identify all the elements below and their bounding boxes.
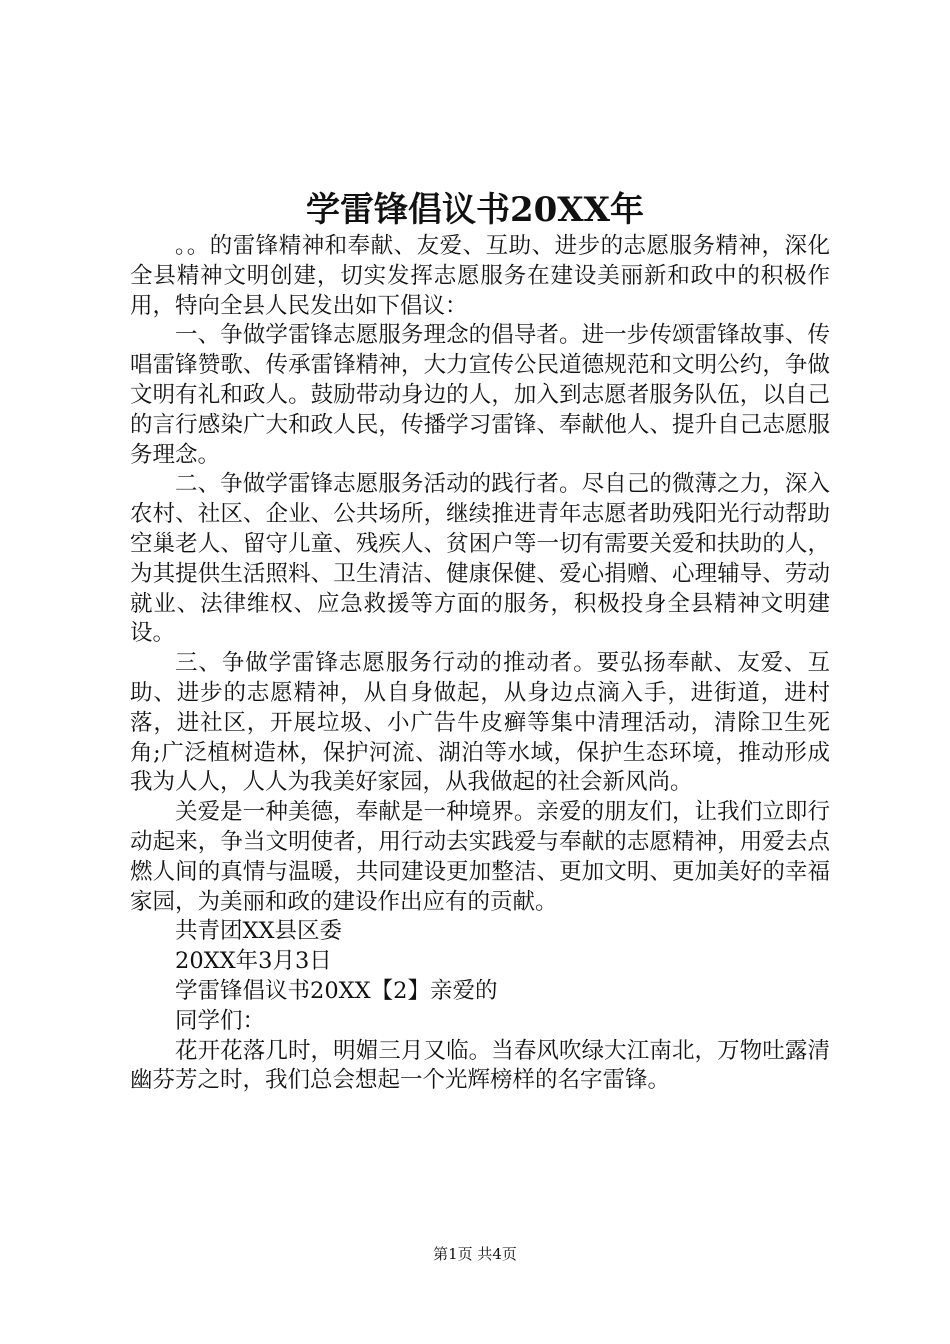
paragraph-intro: 。。的雷锋精神和奉献、友爱、互助、进步的志愿服务精神，深化全县精神文明创建，切实发挥志愿服务在建设美丽新和政中的积极作用，特向全县人民发出如下倡议： (130, 233, 830, 319)
document-title: 学雷锋倡议书20XX年 (305, 190, 645, 230)
paragraph-point-two: 二、争做学雷锋志愿服务活动的践行者。尽自己的微薄之力，深入农村、社区、企业、公共场所，继续推进青年志愿者助残阳光行动帮助空巢老人、留守儿童、残疾人、贫困户等一切有需要关爱和扶助的人，为其提供生活照料、卫生清洁、健康保健、爱心捐赠、心理辅导、劳动就业、法律维权、应急救援等方面的服务，积极投身全县精神文明建设。 (130, 471, 830, 647)
signature-date: 20XX年3月3日 (175, 948, 332, 975)
page-number-footer: 第1页 共4页 (433, 1245, 517, 1263)
signature-organization: 共青团XX县区委 (175, 918, 343, 945)
second-letter-paragraph: 花开花落几时，明媚三月又临。当春风吹绿大江南北，万物吐露清幽芬芳之时，我们总会想起一个光辉榜样的名字雷锋。 (130, 1037, 830, 1094)
paragraph-closing: 关爱是一种美德，奉献是一种境界。亲爱的朋友们，让我们立即行动起来，争当文明使者，用行动去实践爱与奉献的志愿精神，用爱去点燃人间的真情与温暖，共同建设更加整洁、更加文明、更加美好的幸福家园，为美丽和政的建设作出应有的贡献。 (130, 799, 830, 915)
second-letter-salutation: 同学们： (175, 1007, 266, 1034)
paragraph-point-one: 一、争做学雷锋志愿服务理念的倡导者。进一步传颂雷锋故事、传唱雷锋赞歌、传承雷锋精神，大力宣传公民道德规范和文明公约，争做文明有礼和政人。鼓励带动身边的人，加入到志愿者服务队伍，以自己的言行感染广大和政人民，传播学习雷锋、奉献他人、提升自己志愿服务理念。 (130, 322, 830, 468)
document-body (130, 232, 830, 1096)
paragraph-point-three: 三、争做学雷锋志愿服务行动的推动者。要弘扬奉献、友爱、互助、进步的志愿精神，从自身做起，从身边点滴入手，进街道，进村落，进社区，开展垃圾、小广告牛皮癣等集中清理活动，清除卫生死角;广泛植树造林，保护河流、湖泊等水域，保护生态环境，推动形成我为人人，人人为我美好家园，从我做起的社会新风尚。 (130, 650, 830, 796)
second-letter-heading: 学雷锋倡议书20XX【2】亲爱的 (175, 977, 498, 1004)
